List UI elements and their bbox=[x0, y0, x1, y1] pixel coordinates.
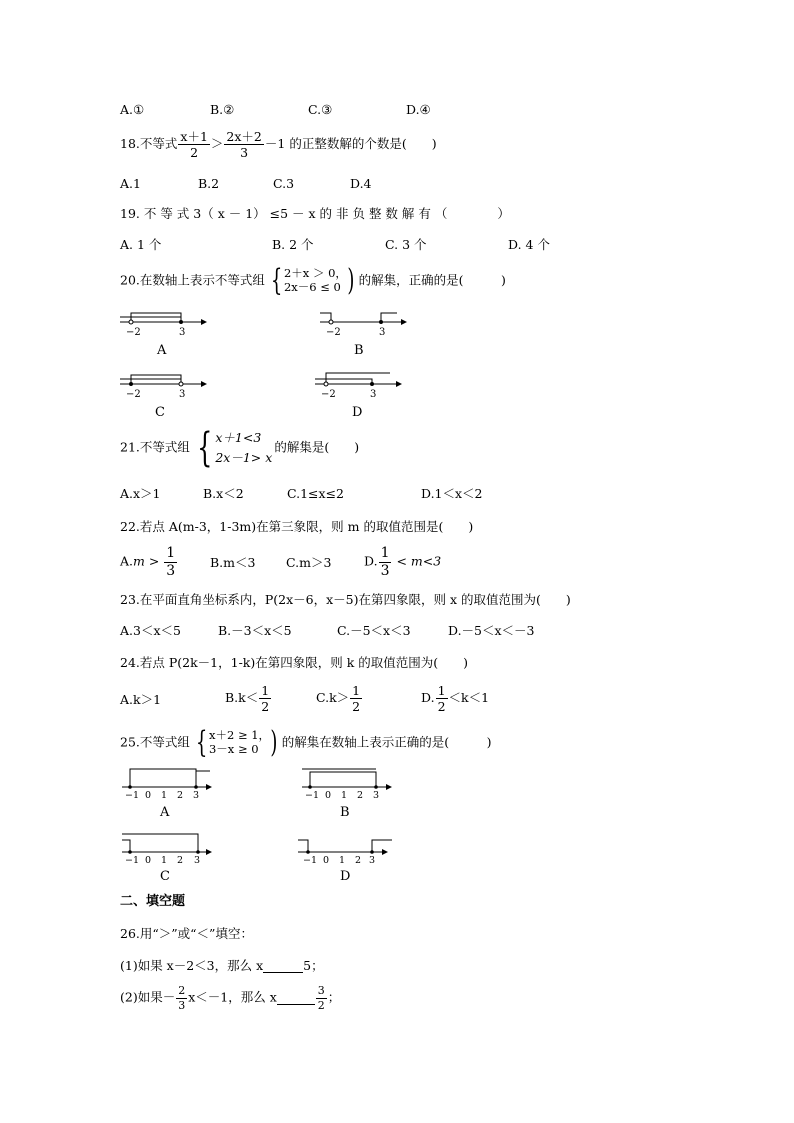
q25-label-c: C bbox=[160, 869, 170, 884]
q21-option-b: B.x＜2 bbox=[203, 486, 244, 501]
q26-stem: 26.用“＞”或“＜”填空： bbox=[120, 926, 253, 941]
q21-option-c: C.1≤x≤2 bbox=[287, 486, 344, 501]
section-title-fill-blank: 二、填空题 bbox=[120, 894, 186, 909]
q20-numberline-c bbox=[115, 370, 215, 406]
q25-numberline-c bbox=[118, 830, 218, 866]
q18-gt: ＞ bbox=[210, 136, 224, 152]
q25d-tick-1: 0 bbox=[323, 855, 330, 866]
q20-label-a: A bbox=[157, 343, 167, 358]
q25b-tick-4: 3 bbox=[373, 790, 380, 801]
q17-option-d: D.④ bbox=[406, 102, 431, 117]
q25a-tick-0: −1 bbox=[125, 790, 140, 801]
q18-fraction-2: $\frac{2x+2}{3}$ bbox=[226, 129, 262, 161]
q25b-tick-1: 0 bbox=[325, 790, 332, 801]
q26-part-2: (2)如果－ $\frac{2}{3}$ x＜－1，那么 x $\frac{3}{2}$ ； bbox=[120, 984, 341, 1012]
q25-numberline-a bbox=[118, 765, 218, 801]
q25-suffix: 的解集在数轴上表示正确的是( ) bbox=[281, 734, 492, 750]
q20d-tick-right: 3 bbox=[370, 389, 377, 400]
q26-blank-2[interactable] bbox=[277, 1004, 315, 1005]
q24-option-a: A.k＞1 bbox=[120, 692, 162, 707]
q20a-tick-left: −2 bbox=[126, 327, 141, 338]
q20-prefix: 20.在数轴上表示不等式组 bbox=[120, 272, 265, 288]
q20b-tick-left: −2 bbox=[326, 327, 341, 338]
q25-numberline-b bbox=[298, 765, 398, 801]
q19-stem: 19. 不 等 式 3（ x － 1） ≤5 － x 的 非 负 整 数 解 有 （ ） bbox=[120, 206, 510, 221]
q23-option-c: C.－5＜x＜3 bbox=[337, 623, 411, 638]
q25-stem bbox=[120, 725, 492, 760]
q25-label-b: B bbox=[340, 805, 350, 820]
q22-option-d: D. $\frac{1}{3}$ < m<3 bbox=[364, 545, 442, 579]
q19-option-c: C. 3 个 bbox=[385, 237, 427, 252]
q25-prefix: 25.不等式组 bbox=[120, 734, 190, 750]
q23-option-a: A.3＜x＜5 bbox=[120, 623, 181, 638]
q21-option-a: A.x＞1 bbox=[120, 486, 161, 501]
q20c-tick-right: 3 bbox=[179, 389, 186, 400]
q19-option-a: A. 1 个 bbox=[120, 237, 162, 252]
q18-stem bbox=[120, 130, 437, 159]
q25a-tick-2: 1 bbox=[161, 790, 168, 801]
q18-option-a: A.1 bbox=[120, 176, 141, 191]
q21-option-d: D.1＜x＜2 bbox=[421, 486, 483, 501]
q24-option-b: B.k＜ $\frac{1}{2}$ bbox=[225, 683, 270, 715]
q22-option-b: B.m＜3 bbox=[210, 555, 256, 570]
q25-system: { x＋2 ≥ 1， 3－x ≥ 0 ) bbox=[195, 725, 278, 760]
q21-suffix: 的解集是( ) bbox=[274, 439, 360, 455]
q20-system: { 2＋x ＞ 0， 2x－6 ≤ 0 ) bbox=[270, 263, 355, 298]
q24-option-d: D. $\frac{1}{2}$ ＜k＜1 bbox=[421, 683, 490, 715]
q20d-tick-left: −2 bbox=[321, 389, 336, 400]
q18-option-d: D.4 bbox=[350, 176, 372, 191]
q18-option-c: C.3 bbox=[273, 176, 295, 191]
q24-stem: 24.若点 P(2k－1，1-k)在第四象限，则 k 的取值范围为( ) bbox=[120, 655, 469, 670]
q22-option-c: C.m＞3 bbox=[286, 555, 332, 570]
q25c-tick-4: 3 bbox=[194, 855, 201, 866]
q18-option-b: B.2 bbox=[198, 176, 220, 191]
q20a-tick-right: 3 bbox=[179, 327, 186, 338]
q25c-tick-3: 2 bbox=[177, 855, 184, 866]
q25c-tick-0: −1 bbox=[125, 855, 140, 866]
q25c-tick-2: 1 bbox=[161, 855, 168, 866]
q20-label-c: C bbox=[155, 405, 165, 420]
q20b-tick-right: 3 bbox=[379, 327, 386, 338]
q20-numberline-d bbox=[310, 370, 410, 406]
q20-stem bbox=[120, 263, 506, 298]
q17-option-b: B.② bbox=[210, 102, 235, 117]
q19-option-d: D. 4 个 bbox=[508, 237, 550, 252]
q25-numberline-d bbox=[294, 830, 394, 866]
q25a-tick-4: 3 bbox=[193, 790, 200, 801]
q18-suffix: －1 的正整数解的个数是( ) bbox=[264, 136, 437, 152]
q24-option-c: C.k＞ $\frac{1}{2}$ bbox=[316, 683, 361, 715]
q20-numberline-b bbox=[315, 308, 415, 344]
q20-label-d: D bbox=[352, 405, 363, 420]
q25d-tick-0: −1 bbox=[303, 855, 318, 866]
q26-blank-1[interactable] bbox=[263, 972, 303, 973]
q23-option-b: B.－3＜x＜5 bbox=[218, 623, 292, 638]
q21-stem bbox=[120, 425, 360, 471]
q25b-tick-3: 2 bbox=[357, 790, 364, 801]
q17-option-a: A.① bbox=[120, 102, 145, 117]
q20c-tick-left: −2 bbox=[126, 389, 141, 400]
q25-label-a: A bbox=[160, 805, 170, 820]
q23-option-d: D.－5＜x＜－3 bbox=[448, 623, 535, 638]
q25b-tick-2: 1 bbox=[341, 790, 348, 801]
q19-option-b: B. 2 个 bbox=[272, 237, 314, 252]
q25d-tick-4: 3 bbox=[369, 855, 376, 866]
q22-stem: 22.若点 A(m-3，1-3m)在第三象限，则 m 的取值范围是( ) bbox=[120, 519, 474, 534]
q26-part-1: (1)如果 x－2＜3，那么 x 5； bbox=[120, 958, 324, 973]
q18-fraction-1: $\frac{x+1}{2}$ bbox=[180, 129, 208, 161]
q17-option-c: C.③ bbox=[308, 102, 333, 117]
q21-prefix: 21.不等式组 bbox=[120, 439, 190, 455]
q23-stem: 23.在平面直角坐标系内，P(2x－6，x－5)在第四象限，则 x 的取值范围为( ) bbox=[120, 592, 571, 607]
q20-numberline-a bbox=[115, 308, 215, 344]
q25a-tick-1: 0 bbox=[145, 790, 152, 801]
q25b-tick-0: −1 bbox=[305, 790, 320, 801]
q22-option-a: A.m > $\frac{1}{3}$ bbox=[120, 545, 176, 579]
q25d-tick-2: 1 bbox=[339, 855, 346, 866]
q25-label-d: D bbox=[340, 869, 351, 884]
q20-label-b: B bbox=[354, 343, 364, 358]
q25c-tick-1: 0 bbox=[145, 855, 152, 866]
q18-prefix: 18.不等式 bbox=[120, 136, 178, 152]
q25d-tick-3: 2 bbox=[355, 855, 362, 866]
q25a-tick-3: 2 bbox=[177, 790, 184, 801]
q21-system: { x＋1<3 2x－1> x bbox=[196, 425, 273, 471]
q20-suffix: 的解集，正确的是( ) bbox=[358, 272, 506, 288]
